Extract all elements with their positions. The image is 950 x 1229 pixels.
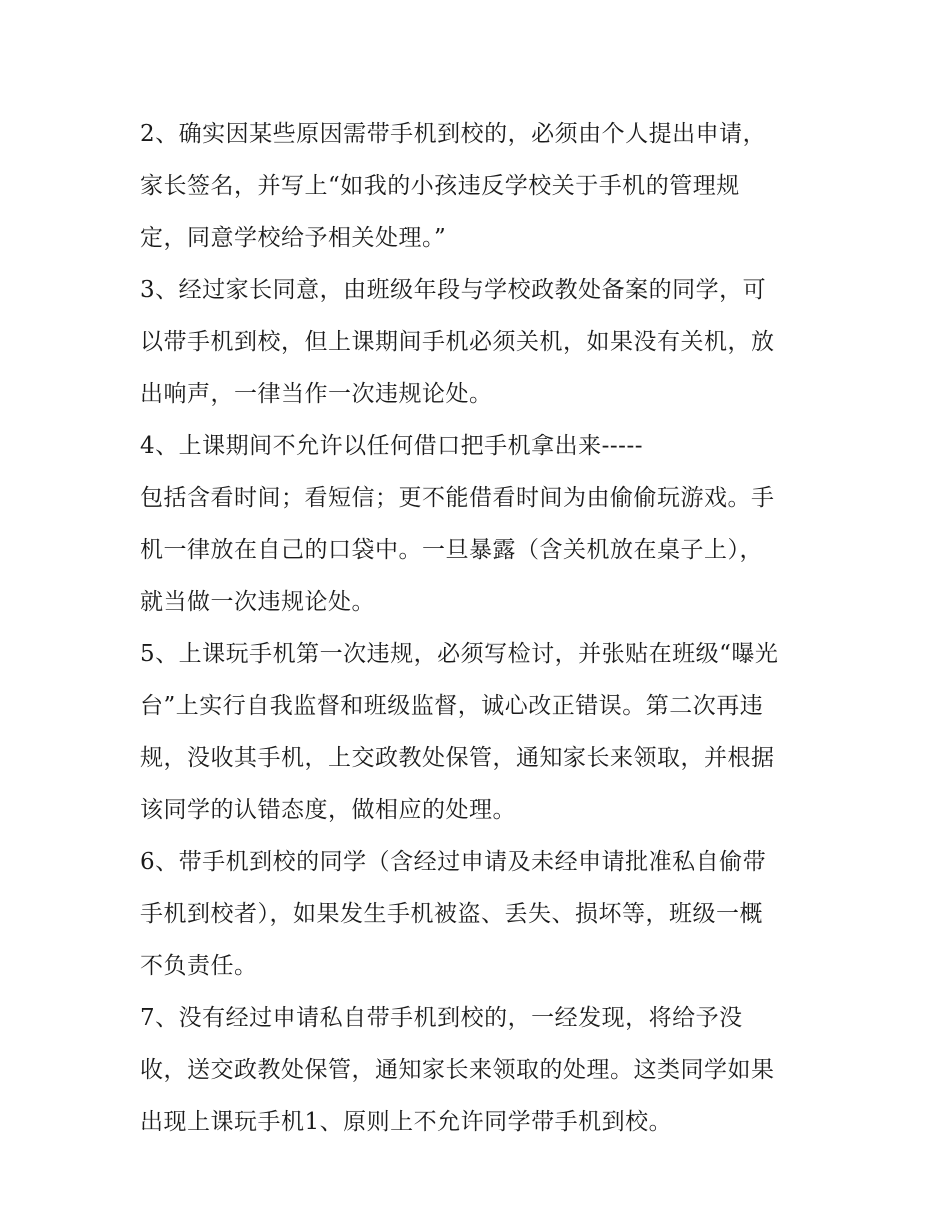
- text-line-18: 7、没有经过申请私自带手机到校的，一经发现，将给予没: [140, 1005, 743, 1031]
- text-line-2: 家长签名，并写上“如我的小孩违反学校关于手机的管理规: [140, 173, 740, 199]
- text-line-7: 4、上课期间不允许以任何借口把手机拿出来-----: [140, 433, 643, 459]
- text-line-1: 2、确实因某些原因需带手机到校的，必须由个人提出申请，: [140, 121, 767, 147]
- text-line-15: 6、带手机到校的同学（含经过申请及未经申请批准私自偷带: [140, 849, 767, 875]
- text-line-4: 3、经过家长同意，由班级年段与学校政教处备案的同学，可: [140, 277, 767, 303]
- text-line-13: 规，没收其手机，上交政教处保管，通知家长来领取，并根据: [140, 745, 775, 771]
- text-line-20: 出现上课玩手机1、原则上不允许同学带手机到校。: [140, 1109, 673, 1135]
- text-line-17: 不负责任。: [140, 953, 258, 979]
- text-line-6: 出响声，一律当作一次违规论处。: [140, 381, 493, 407]
- text-line-11: 5、上课玩手机第一次违规，必须写检讨，并张贴在班级“曝光: [140, 641, 779, 667]
- text-line-5: 以带手机到校，但上课期间手机必须关机，如果没有关机，放: [140, 329, 775, 355]
- text-line-3: 定，同意学校给予相关处理。”: [140, 225, 447, 251]
- text-line-19: 收，送交政教处保管，通知家长来领取的处理。这类同学如果: [140, 1057, 775, 1083]
- text-line-10: 就当做一次违规论处。: [140, 589, 375, 615]
- document-body: [140, 108, 820, 1148]
- text-line-8: 包括含看时间；看短信；更不能借看时间为由偷偷玩游戏。手: [140, 485, 775, 511]
- text-line-12: 台”上实行自我监督和班级监督，诚心改正错误。第二次再违: [140, 693, 764, 719]
- text-line-16: 手机到校者），如果发生手机被盗、丢失、损坏等，班级一概: [140, 901, 763, 927]
- text-line-14: 该同学的认错态度，做相应的处理。: [140, 797, 516, 823]
- text-line-9: 机一律放在自己的口袋中。一旦暴露（含关机放在桌子上），: [140, 537, 763, 563]
